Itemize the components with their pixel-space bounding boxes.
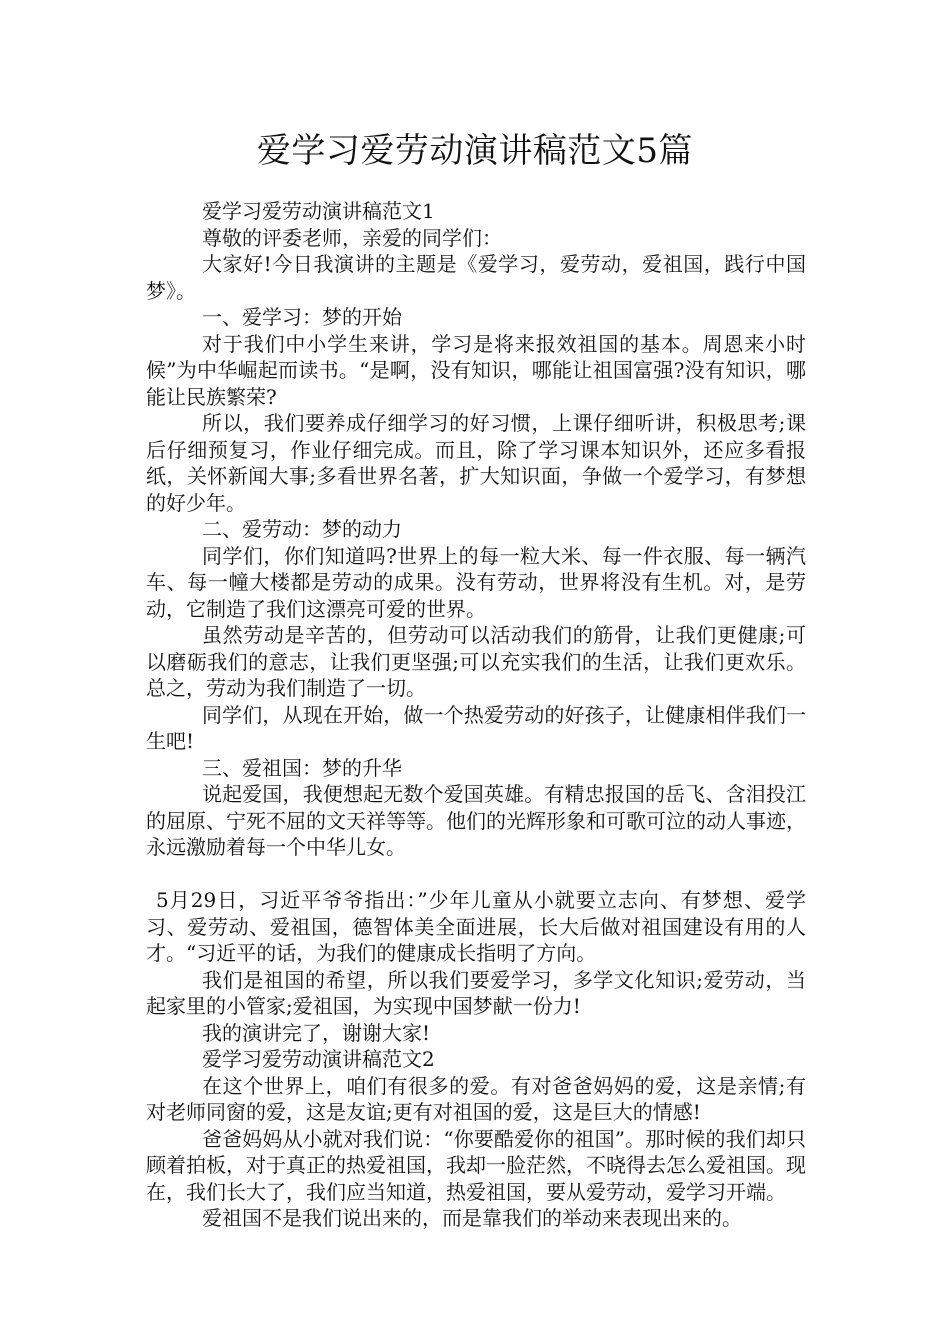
paragraph: 说起爱国，我便想起无数个爱国英雄。有精忠报国的岳飞、含泪投江的屈原、宁死不屈的文天祥等等。他们的光辉形象和可歌可泣的动人事迹，永远激励着每一个中华儿女。 — [146, 782, 806, 859]
subheading-love-country: 三、爱祖国：梦的升华 — [202, 755, 402, 780]
subheading-love-labor: 二、爱劳动：梦的动力 — [202, 517, 402, 541]
subheading-love-learning: 一、爱学习：梦的开始 — [202, 305, 402, 329]
paragraph: 在这个世界上，咱们有很多的爱。有对爸爸妈妈的爱，这是亲情;有对老师同窗的爱，这是友谊;更有对祖国的爱，这是巨大的情感! — [146, 1073, 806, 1124]
salutation: 尊敬的评委老师，亲爱的同学们： — [202, 225, 502, 250]
section-heading-essay-1: 爱学习爱劳动演讲稿范文1 — [202, 199, 435, 223]
document-body — [146, 198, 806, 1232]
paragraph: 爱祖国不是我们说出来的，而是靠我们的举动来表现出来的。 — [202, 1206, 742, 1230]
document-title: 爱学习爱劳动演讲稿范文5篇 — [256, 131, 694, 171]
paragraph: 虽然劳动是辛苦的，但劳动可以活动我们的筋骨，让我们更健康;可以磨砺我们的意志，让我们更坚强;可以充实我们的生活，让我们更欢乐。总之，劳动为我们制造了一切。 — [146, 623, 806, 700]
paragraph: 5月29日，习近平爷爷指出：”少年儿童从小就要立志向、有梦想、爱学习、爱劳动、爱祖国，德智体美全面进展，长大后做对祖国建设有用的人才。“习近平的话，为我们的健康成长指明了方向。 — [146, 888, 806, 965]
paragraph: 大家好!今日我演讲的主题是《爱学习，爱劳动，爱祖国，践行中国梦》。 — [146, 252, 806, 303]
paragraph: 所以，我们要养成仔细学习的好习惯，上课仔细听讲，积极思考;课后仔细预复习，作业仔细完成。而且，除了学习课本知识外，还应多看报纸，关怀新闻大事;多看世界名著，扩大知识面，争做一个爱学习，有梦想的好少年。 — [146, 411, 806, 515]
paragraph: 对于我们中小学生来讲，学习是将来报效祖国的基本。周恩来小时候”为中华崛起而读书。“是啊，没有知识，哪能让祖国富强?没有知识，哪能让民族繁荣? — [146, 331, 806, 409]
closing-line: 我的演讲完了，谢谢大家! — [202, 1020, 431, 1045]
section-heading-essay-2: 爱学习爱劳动演讲稿范文2 — [202, 1047, 435, 1071]
paragraph: 我们是祖国的希望，所以我们要爱学习，多学文化知识;爱劳动，当起家里的小管家;爱祖国，为实现中国梦献一份力! — [146, 967, 806, 1018]
paragraph: 爸爸妈妈从小就对我们说：“你要酷爱你的祖国”。那时候的我们却只顾着拍板，对于真正的热爱祖国，我却一脸茫然，不晓得去怎么爱祖国。现在，我们长大了，我们应当知道，热爱祖国，要从爱劳动，爱学习开端。 — [146, 1126, 806, 1204]
paragraph: 同学们，从现在开始，做一个热爱劳动的好孩子，让健康相伴我们一生吧! — [146, 702, 806, 753]
paragraph: 同学们，你们知道吗?世界上的每一粒大米、每一件衣服、每一辆汽车、每一幢大楼都是劳动的成果。没有劳动，世界将没有生机。对，是劳动，它制造了我们这漂亮可爱的世界。 — [146, 543, 806, 621]
blank-line — [146, 861, 806, 888]
